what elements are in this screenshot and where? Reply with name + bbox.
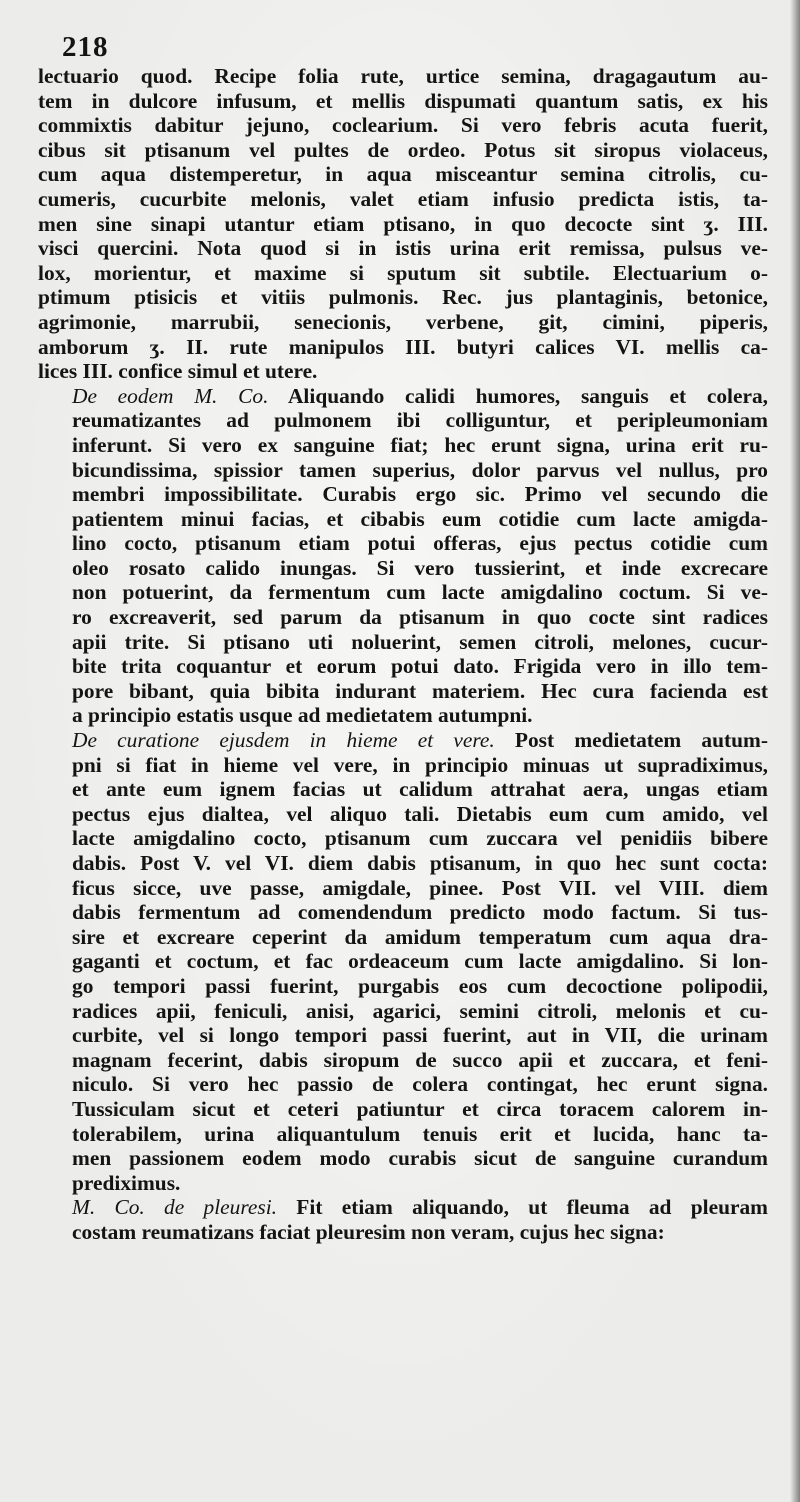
text-line (38, 1048, 768, 1073)
text-line (38, 851, 768, 876)
line-text: bite trita coquantur et eorum potui dato. Frigida vero in illo tem- (72, 654, 768, 679)
text-line (38, 212, 768, 237)
paragraph-lead: M. Co. de pleuresi. (72, 1195, 278, 1220)
line-text: lox, morientur, et maxime si sputum sit subtile. Electuarium o- (38, 260, 768, 285)
text-line (38, 89, 768, 114)
text-line (38, 556, 768, 581)
text-line (38, 1171, 768, 1196)
text-line (38, 236, 768, 261)
text-line (38, 974, 768, 999)
text-line (38, 925, 768, 950)
text-line (38, 1122, 768, 1147)
text-line (38, 802, 768, 827)
line-text: Aliquando calidi humores, sanguis et colera, (268, 383, 768, 408)
line-text: go tempori passi fuerint, purgabis eos cum decoctione polipodii, (72, 973, 768, 998)
line-text: sire et excreare ceperint da amidum temperatum cum aqua dra- (72, 924, 768, 949)
text-line (38, 482, 768, 507)
text-line (38, 1072, 768, 1097)
text-line (38, 1195, 768, 1220)
text-line (38, 138, 768, 163)
line-text: apii trite. Si ptisano uti noluerint, semen citroli, melones, cucur- (72, 629, 768, 654)
text-line (38, 384, 768, 409)
text-line (38, 162, 768, 187)
text-line (38, 580, 768, 605)
text-line (38, 703, 768, 728)
text-line (38, 113, 768, 138)
line-text: visci quercini. Nota quod si in istis urina erit remissa, pulsus ve- (38, 236, 768, 261)
line-text: oleo rosato calido inungas. Si vero tussierint, et inde excrecare (72, 555, 768, 580)
text-line (38, 1220, 768, 1245)
line-text: pectus ejus dialtea, vel aliquo tali. Dietabis eum cum amido, vel (72, 801, 768, 826)
text-line (38, 458, 768, 483)
text-line (38, 753, 768, 778)
line-text: tem in dulcore infusum, et mellis dispumati quantum satis, ex his (38, 88, 768, 113)
line-text: tolerabilem, urina aliquantulum tenuis erit et lucida, hanc ta- (72, 1121, 768, 1146)
line-text: cibus sit ptisanum vel pultes de ordeo. Potus sit siropus violaceus, (38, 137, 768, 162)
paragraph (38, 384, 768, 728)
text-line (38, 1097, 768, 1122)
line-text: ro excreaverit, sed parum da ptisanum in quo cocte sint radices (72, 605, 768, 630)
line-text: ptimum ptisicis et vitiis pulmonis. Rec. jus plantaginis, betonice, (38, 285, 768, 310)
text-line (38, 64, 768, 89)
line-text: bicundissima, spissior tamen superius, dolor parvus vel nullus, pro (72, 457, 768, 482)
text-line (38, 531, 768, 556)
line-text: pni si fiat in hieme vel vere, in principio minuas ut supradiximus, (72, 752, 768, 777)
line-text: men passionem eodem modo curabis sicut de sanguine curandum (72, 1146, 768, 1171)
paragraph-lead: De curatione ejusdem in hieme et vere. (72, 728, 495, 753)
text-line (38, 335, 768, 360)
line-text: radices apii, feniculi, anisi, agarici, semini citroli, melonis et cu- (72, 998, 768, 1023)
line-text: Fit etiam aliquando, ut fleuma ad pleuram (277, 1195, 768, 1220)
line-text: commixtis dabitur jejuno, coclearium. Si vero febris acuta fuerit, (38, 113, 768, 138)
page-number: 218 (62, 31, 109, 63)
text-line (38, 900, 768, 925)
text-line (38, 285, 768, 310)
line-text: gaganti et coctum, et fac ordeaceum cum lacte amigdalino. Si lon- (72, 949, 768, 974)
line-text: magnam fecerint, dabis siropum de succo apii et zuccara, et feni- (72, 1047, 768, 1072)
text-line (38, 408, 768, 433)
line-text: amborum ʒ. II. rute manipulos III. butyri calices VI. mellis ca- (38, 334, 768, 359)
line-text: men sine sinapi utantur etiam ptisano, in quo decocte sint ʒ. III. (38, 211, 768, 236)
paragraph (38, 64, 768, 384)
page-edge-shadow (790, 0, 800, 1502)
line-text: et ante eum ignem facias ut calidum attrahat aera, ungas etiam (72, 777, 768, 802)
text-line (38, 605, 768, 630)
text-line (38, 949, 768, 974)
text-line (38, 507, 768, 532)
text-line (38, 1023, 768, 1048)
line-text: cumeris, cucurbite melonis, valet etiam infusio predicta istis, ta- (38, 186, 768, 211)
line-text: lices III. confice simul et utere. (38, 359, 318, 384)
line-text: costam reumatizans faciat pleuresim non veram, cujus hec signa: (72, 1219, 665, 1244)
text-line (38, 654, 768, 679)
paragraph (38, 728, 768, 1195)
line-text: agrimonie, marrubii, senecionis, verbene, git, cimini, piperis, (38, 309, 768, 334)
text-line (38, 728, 768, 753)
text-line (38, 679, 768, 704)
line-text: dabis fermentum ad comendendum predicto modo factum. Si tus- (72, 900, 768, 925)
paragraph (38, 1195, 768, 1244)
line-text: pore bibant, quia bibita indurant materiem. Hec cura facienda est (72, 678, 768, 703)
line-text: membri impossibilitate. Curabis ergo sic. Primo vel secundo die (72, 482, 768, 507)
text-line (38, 999, 768, 1024)
line-text: niculo. Si vero hec passio de colera contingat, hec erunt signa. (72, 1072, 768, 1097)
text-body (38, 64, 768, 1245)
text-line (38, 433, 768, 458)
line-text: lacte amigdalino cocto, ptisanum cum zuccara vel penidiis bibere (72, 826, 768, 851)
text-line (38, 310, 768, 335)
line-text: curbite, vel si longo tempori passi fuerint, aut in VII, die urinam (72, 1023, 768, 1048)
text-line (38, 359, 768, 384)
text-line (38, 826, 768, 851)
line-text: dabis. Post V. vel VI. diem dabis ptisanum, in quo hec sunt cocta: (72, 851, 768, 875)
line-text: Post medietatem autum- (494, 728, 768, 753)
line-text: non potuerint, da fermentum cum lacte amigdalino coctum. Si ve- (72, 580, 768, 605)
text-line (38, 777, 768, 802)
line-text: a principio estatis usque ad medietatem autumpni. (72, 703, 533, 728)
text-line (38, 876, 768, 901)
text-line (38, 261, 768, 286)
text-line (38, 1146, 768, 1171)
line-text: patientem minui facias, et cibabis eum cotidie cum lacte amigda- (72, 506, 768, 531)
text-line (38, 187, 768, 212)
text-line (38, 630, 768, 655)
line-text: prediximus. (72, 1170, 181, 1195)
paragraph-lead: De eodem M. Co. (72, 383, 269, 408)
line-text: inferunt. Si vero ex sanguine fiat; hec erunt signa, urina erit ru- (72, 432, 768, 457)
line-text: Tussiculam sicut et ceteri patiuntur et circa toracem calorem in- (72, 1096, 768, 1121)
line-text: cum aqua distemperetur, in aqua misceantur semina citrolis, cu- (38, 162, 768, 187)
line-text: ficus sicce, uve passe, amigdale, pinee. Post VII. vel VIII. diem (72, 875, 768, 900)
line-text: reumatizantes ad pulmonem ibi colliguntur, et peripleumoniam (72, 408, 768, 433)
line-text: lectuario quod. Recipe folia rute, urtice semina, dragagautum au- (38, 64, 768, 88)
line-text: lino cocto, ptisanum etiam potui offeras, ejus pectus cotidie cum (72, 531, 768, 556)
